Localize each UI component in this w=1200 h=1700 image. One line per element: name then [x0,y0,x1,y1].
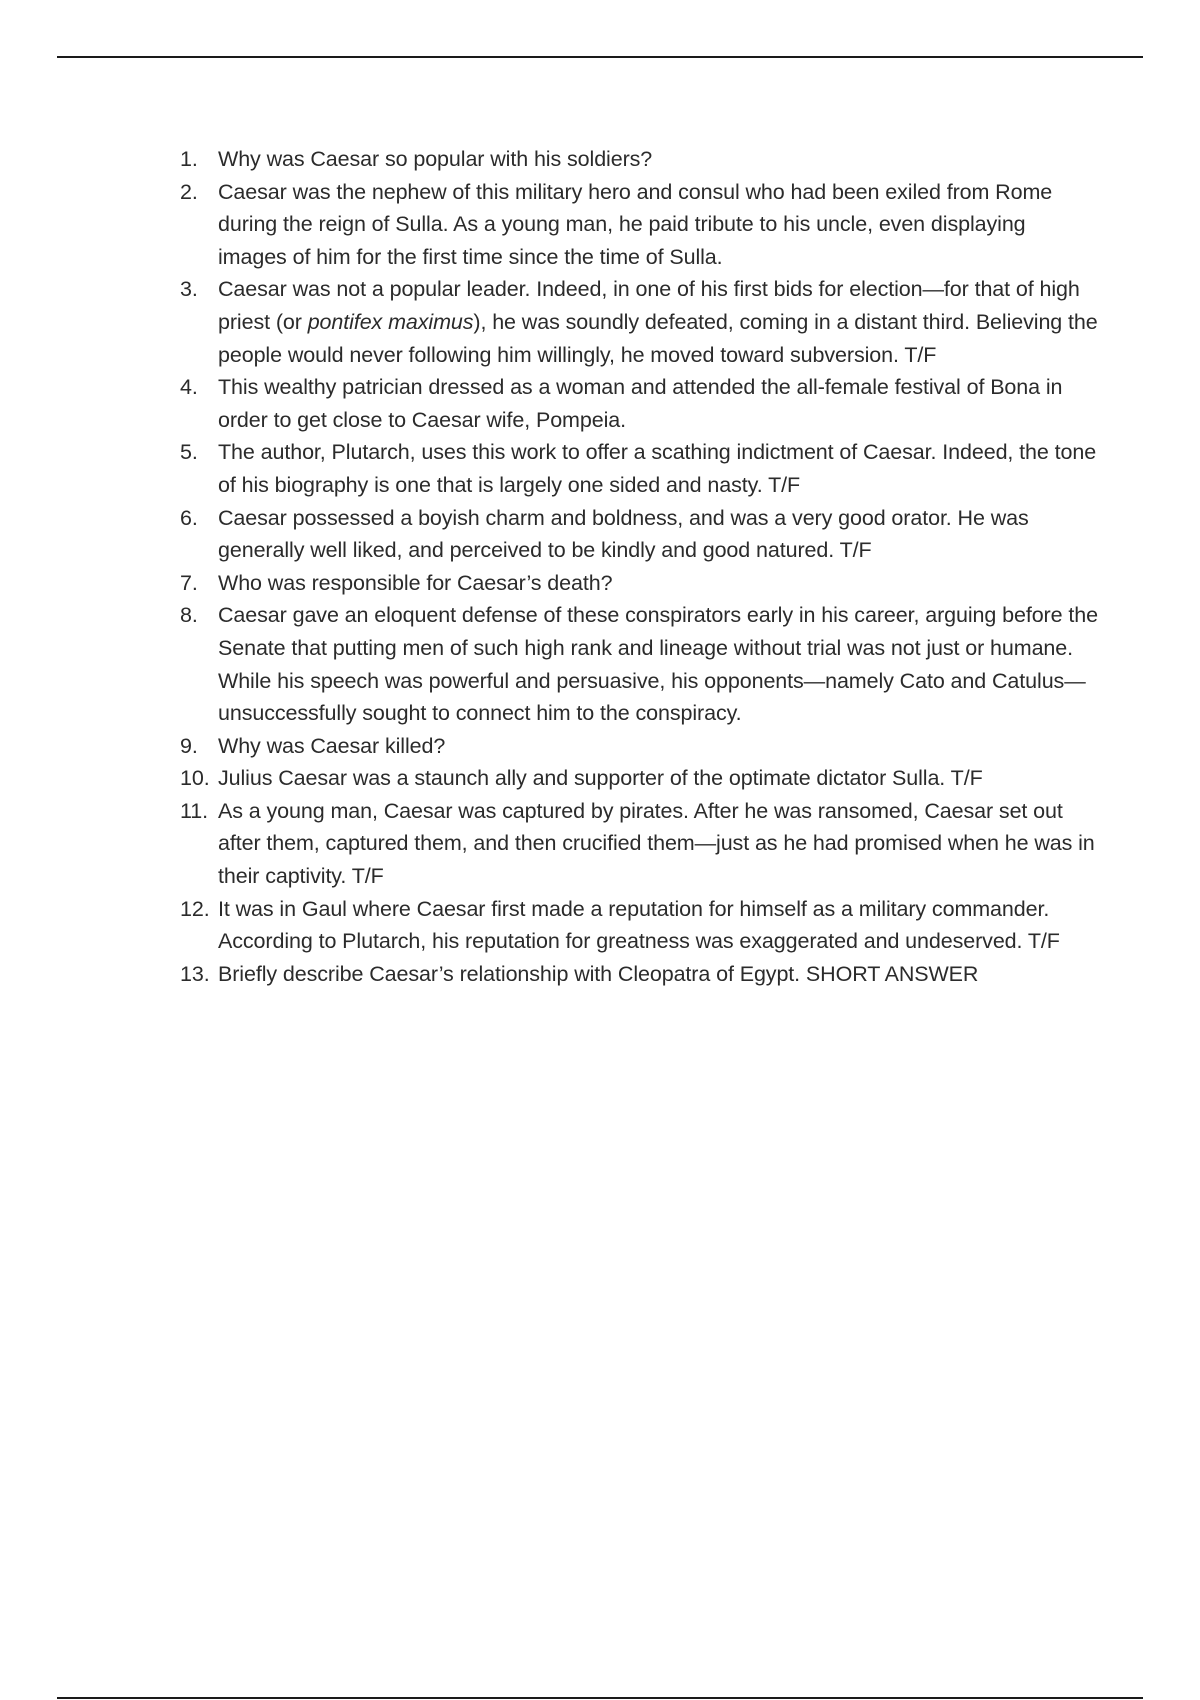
top-rule [57,56,1143,58]
question-item [180,599,1100,729]
question-text-segment: It was in Gaul where Caesar first made a reputation for himself as a military commander. According to Plutarch, his reputation for greatness was exaggerated and undeserved. T/F [218,896,1060,954]
question-number: 6. [180,505,198,530]
question-item [180,143,1100,176]
question-item [180,730,1100,763]
question-text-segment: The author, Plutarch, uses this work to offer a scathing indictment of Caesar. Indeed, the tone of his biography is one that is largely one sided and nasty. T/F [218,440,1097,497]
question-text-segment: Caesar was the nephew of this military hero and consul who had been exiled from Rome during the reign of Sulla. As a young man, he paid tribute to his uncle, even displaying images of him for the first time since the time of Sulla. [218,179,1053,269]
question-item [180,502,1100,567]
question-text-segment: Caesar possessed a boyish charm and boldness, and was a very good orator. He was generally well liked, and perceived to be kindly and good natured. T/F [218,505,1029,563]
question-text-segment: Briefly describe Caesar’s relationship with Cleopatra of Egypt. SHORT ANSWER [218,961,979,986]
question-number: 12. [180,896,210,921]
question-text [218,958,1100,991]
question-text [218,273,1100,371]
question-text-segment: As a young man, Caesar was captured by pirates. After he was ransomed, Caesar set out after them, captured them, and then crucified them—just as he had promised when he was in their captivity. T/F [218,798,1095,889]
question-item [180,567,1100,600]
question-text-segment: ), he was soundly defeated, coming in a distant third. Believing the people would never following him willingly, he moved toward subversion. T/F [218,309,1098,367]
question-text [218,143,1100,176]
question-list [180,143,1100,990]
question-number: 11. [180,798,208,823]
question-text-segment: Caesar gave an eloquent defense of these conspirators early in his career, arguing before the Senate that putting men of such high rank and lineage without trial was not just or humane. While his speech was powerful and persuasive, his opponents—namely Cato and Catulus—unsuccessfully sought to connect him to the conspiracy. [218,603,1098,726]
question-text [218,371,1100,436]
question-text [218,567,1100,600]
question-number: 10. [180,766,210,791]
question-text [218,730,1100,763]
question-number: 7. [180,570,198,595]
question-text-segment: Why was Caesar killed? [218,733,446,758]
question-number: 8. [180,603,198,628]
question-text [218,436,1100,501]
question-text-segment: Caesar was not a popular leader. Indeed, in one of his first bids for election—for that of high priest (or [218,277,1080,334]
question-item [180,893,1100,958]
question-text [218,762,1100,795]
question-text-italic: pontifex maximus [307,309,474,334]
question-text-segment: Who was responsible for Caesar’s death? [218,570,613,595]
question-text-segment: Julius Caesar was a staunch ally and supporter of the optimate dictator Sulla. T/F [218,766,983,791]
question-number: 4. [180,375,198,400]
question-text [218,795,1100,893]
question-item [180,436,1100,501]
question-item [180,176,1100,274]
bottom-rule [57,1697,1143,1699]
question-number: 5. [180,440,198,465]
question-number: 1. [180,147,198,171]
question-item [180,273,1100,371]
question-number: 13. [180,961,210,986]
question-text-segment: This wealthy patrician dressed as a woman and attended the all-female festival of Bona in order to get close to Caesar wife, Pompeia. [218,375,1063,432]
question-item [180,958,1100,991]
question-text [218,176,1100,274]
question-text-segment: Why was Caesar so popular with his soldiers? [218,147,653,171]
question-text [218,599,1100,729]
question-text [218,502,1100,567]
question-text [218,893,1100,958]
question-number: 9. [180,733,198,758]
question-number: 3. [180,277,198,302]
question-item [180,762,1100,795]
question-number: 2. [180,179,198,204]
question-item [180,371,1100,436]
question-item [180,795,1100,893]
